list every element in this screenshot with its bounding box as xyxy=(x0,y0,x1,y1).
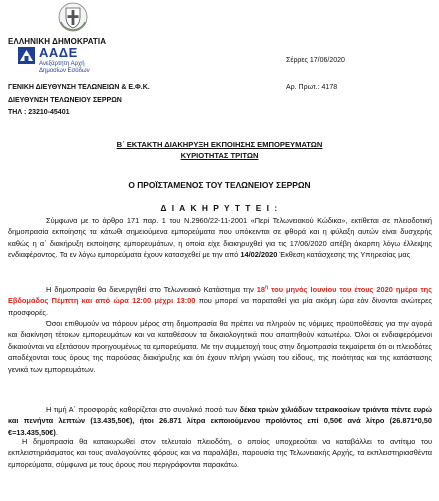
paragraph-legal-basis: Σύμφωνα με το άρθρο 171 παρ. 1 του Ν.2960/22-11-2001 «Περί Τελωνειακού Κώδικα», εκτίθεται σε πλειοδοτική δημοπρασία εκποίησης τα κάτωθι σημειούμενα εμπορεύματα που υπόκεινται σε φθορά και η φύλαξη αυτών είναι δυσχερής καθώς η α΄ διακήρυξη εκποίησης εμπορευμάτων, η οποία είχε διακηρυχθεί για τις 17/06/2020 απέβη άκαρπη λόγω έλλειψης ενδιαφέροντος. Τα εν λόγω εμπορεύματα έχουν κατασχεθεί με την από 14/02/2020 Έκθεση κατάσχεσης της Υπηρεσίας μας xyxy=(8,216,432,260)
notice-title: Β΄ ΕΚΤΑΚΤΗ ΔΙΑΚΗΡΥΞΗ ΕΚΠΟΙΗΣΗΣ ΕΜΠΟΡΕΥΜΑΤΩΝ xyxy=(116,140,323,149)
customs-directorate: ΔΙΕΥΘΥΝΣΗ ΤΕΛΩΝΕΙΟΥ ΣΕΡΡΩΝ xyxy=(8,97,122,104)
notice-subtitle: ΚΥΡΙΟΤΗΤΑΣ ΤΡΙΤΩΝ xyxy=(180,151,259,160)
starting-price: δέκα τριών χιλιάδων τετρακοσίων τριάντα πέντε ευρώ και πενήντα λεπτών (13.435,50€), ήτοι 26.871 λίτρα εκποιούμενου προϊόντος επί 0,50€ ανά λίτρο (26.871*0,50 €=13.435,50€) xyxy=(8,405,432,437)
auction-datetime: του μηνός Ιουνίου του έτους 2020 ημέρα της Εβδομάδος Πέμπτη και από ώρα 12:00 μέχρι 13:00 xyxy=(8,285,432,306)
aade-logo-subtitle-1: Ανεξάρτητη Αρχή xyxy=(39,61,85,67)
aade-logo-icon xyxy=(18,47,35,64)
paragraph-participation-terms: Όσοι επιθυμούν να πάρουν μέρος στη δημοπρασία θα πρέπει να πληρούν τις νόμιμες προϋποθέσεις για την αγορά και διακίνηση τέτοιων εμπορευμάτων και να καταθέσουν τα δικαιολογητικά που απαιτηθούν κατωτέρω. Όλοι οι ενδιαφερόμενοι δικαιούνται να εξετάσουν προηγουμένως τα εμπορεύματα. Με την συμμετοχή τους στην δημοπρασία τεκμαίρεται ότι οι πλειοδότες αποδέχονται τους όρους της παρούσας διακήρυξης και ότι έχουν πλήρη γνώση του είδους, της ποιότητας και της κατάστασης γενικά των εμπορευμάτων. xyxy=(8,319,432,374)
government-name: ΕΛΛΗΝΙΚΗ ΔΗΜΟΚΡΑΤΙΑ xyxy=(8,37,107,46)
auction-day: 18 xyxy=(256,285,266,294)
announces-heading: Δ Ι Α Κ Η Ρ Υ Τ Τ Ε Ι : xyxy=(160,203,279,213)
telephone: ΤΗΛ : 23210-45401 xyxy=(8,109,70,116)
general-directorate: ΓΕΝΙΚΗ ΔΙΕΥΘΥΝΣΗ ΤΕΛΩΝΕΙΩΝ & Ε.Φ.Κ. xyxy=(8,84,150,91)
issuer-heading: Ο ΠΡΟΪΣΤΑΜΕΝΟΣ ΤΟΥ ΤΕΛΩΝΕΙΟΥ ΣΕΡΡΩΝ xyxy=(128,180,311,190)
paragraph-auction-date: Η δημοπρασία θα διενεργηθεί στο Τελωνειακό Κατάστημα την $18^\eta$ του μηνός Ιουνίου του έτους 2020 ημέρα της Εβδομάδος Πέμπτη και από ώρα 12:00 μέχρι 13:00 που μπορεί να παραταθεί για μία ακόμη ώρα εάν δίνονται ανώτερες προσφορές. xyxy=(8,284,432,317)
place-date: Σέρρες 17/06/2020 xyxy=(286,57,345,64)
protocol-number: Αρ. Πρωτ.: 4178 xyxy=(286,84,338,91)
paragraph-award-terms: Η δημοπρασία θα κατακυρωθεί στον τελευταίο πλειοδότη, ο οποίος υποχρεούται να καταβάλλει το αντίτιμο του εκπλειστηριάσματος και τους αναλογούντες φόρους και να παραλάβει, παρουσία της Τελωνειακής Αρχής, τα εκπλειστηριασθέντα εμπορεύματα, σύμφωνα με τους όρους που περιγράφονται παρακάτω. xyxy=(8,437,432,469)
seizure-date: 14/02/2020 xyxy=(240,250,278,260)
paragraph-starting-price: Η τιμή Α΄ προσφοράς καθορίζεται στο συνολικό ποσό των δέκα τριών χιλιάδων τετρακοσίων τριάντα πέντε ευρώ και πενήντα λεπτών (13.435,50€), ήτοι 26.871 λίτρα εκποιούμενου προϊόντος επί 0,50€ ανά λίτρο (26.871*0,50 €=13.435,50€). xyxy=(8,405,432,437)
greek-coat-of-arms-icon xyxy=(58,2,88,32)
aade-logo-subtitle-2: Δημοσίων Εσόδων xyxy=(39,68,90,74)
aade-logo-title: ΑΑΔΕ xyxy=(39,45,78,60)
